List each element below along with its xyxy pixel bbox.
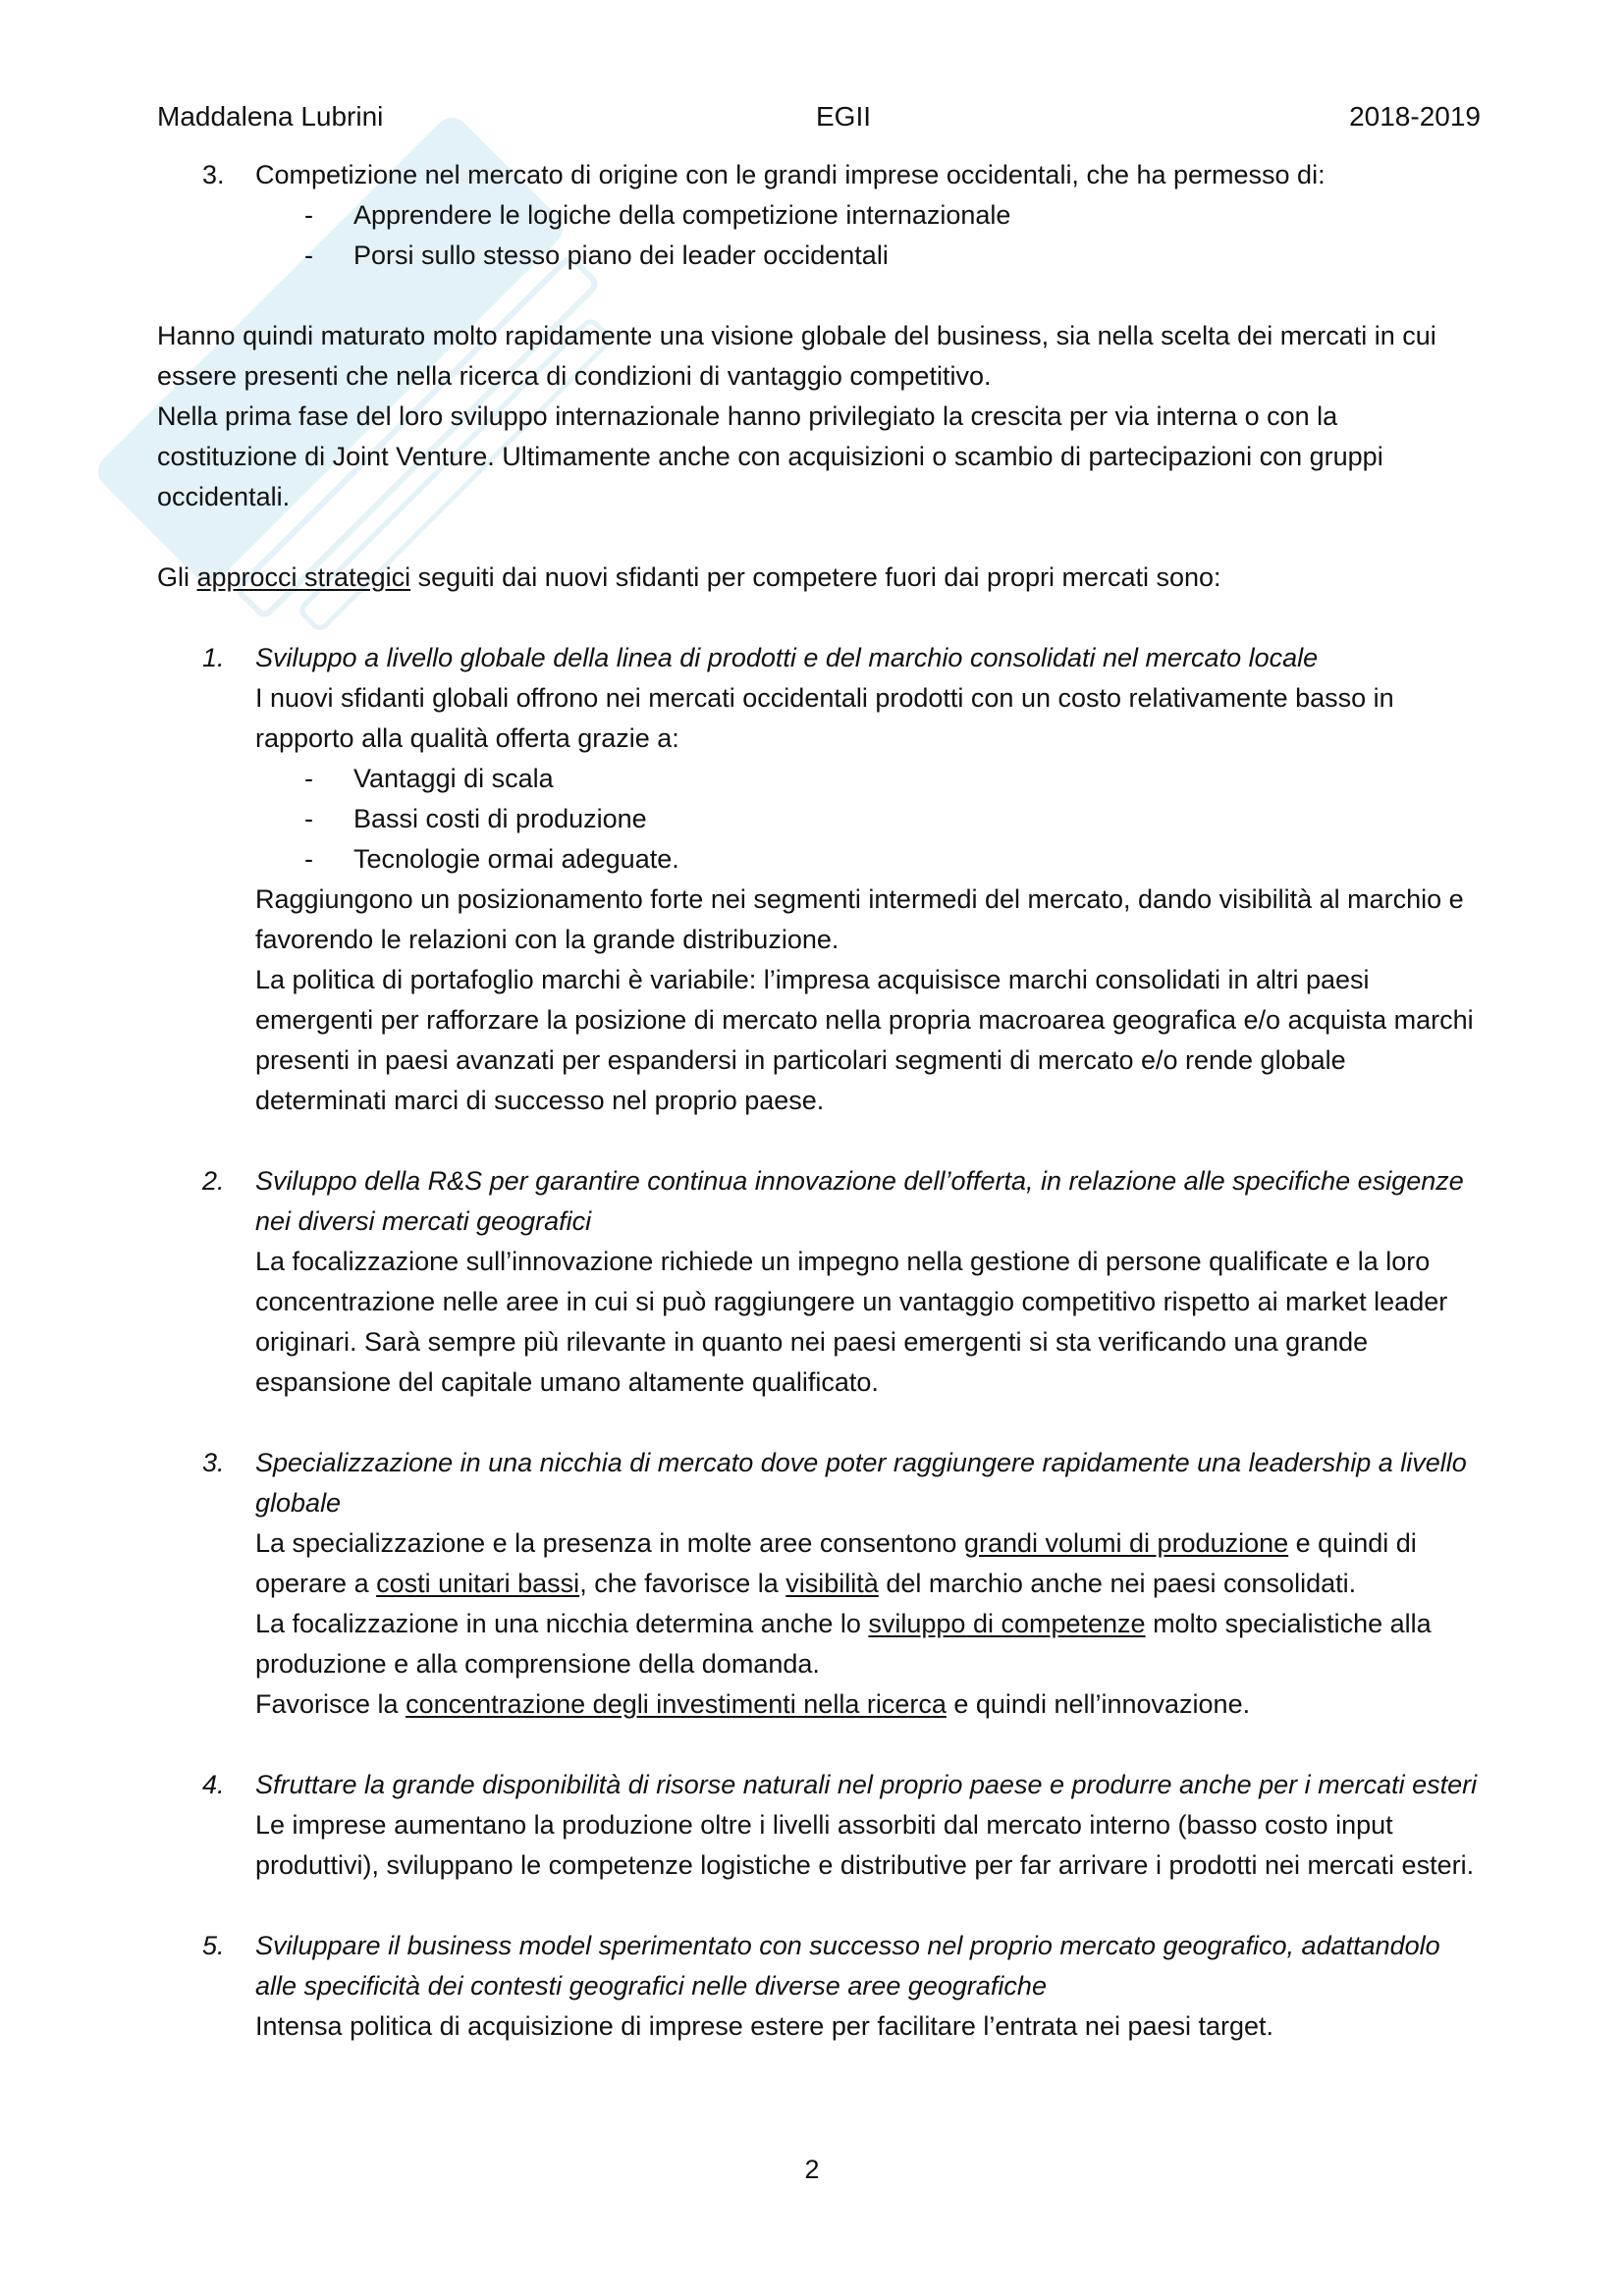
approach-number: 1.: [202, 643, 225, 672]
approach-text: I nuovi sfidanti globali offrono nei mercati occidentali prodotti con un costo relativamente basso in rapporto alla qualità offerta grazie a:: [255, 683, 1394, 753]
underlined-term: grandi volumi di produzione: [963, 1528, 1289, 1558]
page-number: 2: [804, 2155, 820, 2184]
page-header: [157, 96, 1481, 139]
underlined-term: sviluppo di competenze: [868, 1609, 1146, 1638]
bullet-text: Apprendere le logiche della competizione internazionale: [353, 200, 1011, 230]
bullet-item: - Bassi costi di produzione: [304, 804, 647, 833]
paragraph: Nella prima fase del loro sviluppo internazionale hanno privilegiato la crescita per via interna o con la costituzione di Joint Venture. Ultimamente anche con acquisizioni o scambio di partecipazioni con gruppi occidentali.: [157, 401, 1383, 511]
paragraph-approaches: Gli approcci strategici seguiti dai nuovi sfidanti per competere fuori dai propri mercati sono:: [157, 562, 1221, 592]
header-course: EGII: [815, 101, 872, 132]
approach-text: Favorisce la concentrazione degli investimenti nella ricerca e quindi nell’innovazione.: [255, 1689, 1251, 1719]
approach-item: [157, 1765, 1483, 1805]
bullet-item: - Tecnologie ormai adeguate.: [304, 844, 679, 874]
intro-item-number: 3.: [202, 160, 225, 189]
approach-item: [157, 1926, 1483, 2006]
approach-item: [157, 1443, 1483, 1523]
intro-item-text: Competizione nel mercato di origine con le grandi imprese occidentali, che ha permesso di:: [255, 160, 1326, 189]
approach-text: Raggiungono un posizionamento forte nei segmenti intermedi del mercato, dando visibilità al marchio e favorendo le relazioni con la grande distribuzione.: [255, 884, 1464, 954]
approach-number: 2.: [202, 1166, 225, 1196]
approach-number: 3.: [202, 1448, 225, 1477]
paragraph: Hanno quindi maturato molto rapidamente una visione globale del business, sia nella scelta dei mercati in cui essere presenti che nella ricerca di condizioni di vantaggio competitivo.: [157, 321, 1436, 391]
approach-text: La focalizzazione sull’innovazione richiede un impegno nella gestione di persone qualificate e la loro concentrazione nelle aree in cui si può raggiungere un vantaggio competitivo rispetto ai market leader originari. Sarà sempre più rilevante in quanto nei paesi emergenti si sta verificando una grande espansione del capitale umano altamente qualificato.: [255, 1247, 1448, 1397]
approach-title: Specializzazione in una nicchia di mercato dove poter raggiungere rapidamente una leadership a livello globale: [255, 1448, 1467, 1518]
approach-title: Sviluppo a livello globale della linea di prodotti e del marchio consolidati nel mercato locale: [255, 643, 1319, 672]
approach-text: La specializzazione e la presenza in molte aree consentono grandi volumi di produzione e quindi di operare a costi unitari bassi, che favorisce la visibilità del marchio anche nei paesi consolidati.: [255, 1528, 1417, 1598]
approach-text: La politica di portafoglio marchi è variabile: l’impresa acquisisce marchi consolidati in altri paesi emergenti per rafforzare la posizione di mercato nella propria macroarea geografica e/o acquista marchi presenti in paesi avanzati per espandersi in particolari segmenti di mercato e/o rende globale determinati marci di successo nel proprio paese.: [255, 965, 1474, 1115]
underlined-term: visibilità: [785, 1569, 879, 1598]
bullet-item: - Porsi sullo stesso piano dei leader occidentali: [304, 240, 889, 270]
approach-title: Sviluppo della R&S per garantire continua innovazione dell’offerta, in relazione alle specifiche esigenze nei diversi mercati geografici: [255, 1166, 1464, 1236]
approach-title: Sfruttare la grande disponibilità di risorse naturali nel proprio paese e produrre anche per i mercati esteri: [255, 1770, 1478, 1799]
underlined-term: costi unitari bassi: [376, 1569, 580, 1598]
bullet-item: - Apprendere le logiche della competizione internazionale: [304, 200, 1011, 230]
approach-item: [157, 638, 1483, 678]
approach-text: La focalizzazione in una nicchia determina anche lo sviluppo di competenze molto specialistiche alla produzione e alla comprensione della domanda.: [255, 1609, 1432, 1679]
approach-number: 5.: [202, 1931, 225, 1960]
intro-list-item: [157, 155, 1483, 195]
underlined-term: concentrazione degli investimenti nella ricerca: [406, 1689, 947, 1719]
approach-item: [157, 1161, 1483, 1242]
bullet-item: - Vantaggi di scala: [304, 764, 554, 793]
bullet-text: Porsi sullo stesso piano dei leader occidentali: [353, 240, 889, 270]
underlined-term: approcci strategici: [196, 562, 411, 592]
approach-number: 4.: [202, 1770, 225, 1799]
header-year: 2018-2019: [1349, 101, 1481, 132]
approach-text: Intensa politica di acquisizione di imprese estere per facilitare l’entrata nei paesi target.: [255, 2011, 1274, 2041]
approach-text: Le imprese aumentano la produzione oltre i livelli assorbiti dal mercato interno (basso costo input produttivi), sviluppano le competenze logistiche e distributive per far arrivare i prodotti nei mercati esteri.: [255, 1810, 1475, 1880]
header-author: Maddalena Lubrini: [157, 101, 384, 132]
approach-title: Sviluppare il business model sperimentato con successo nel proprio mercato geografico, adattandolo alle specificità dei contesti geografici nelle diverse aree geografiche: [255, 1931, 1440, 2001]
document-body: [157, 155, 1483, 2047]
